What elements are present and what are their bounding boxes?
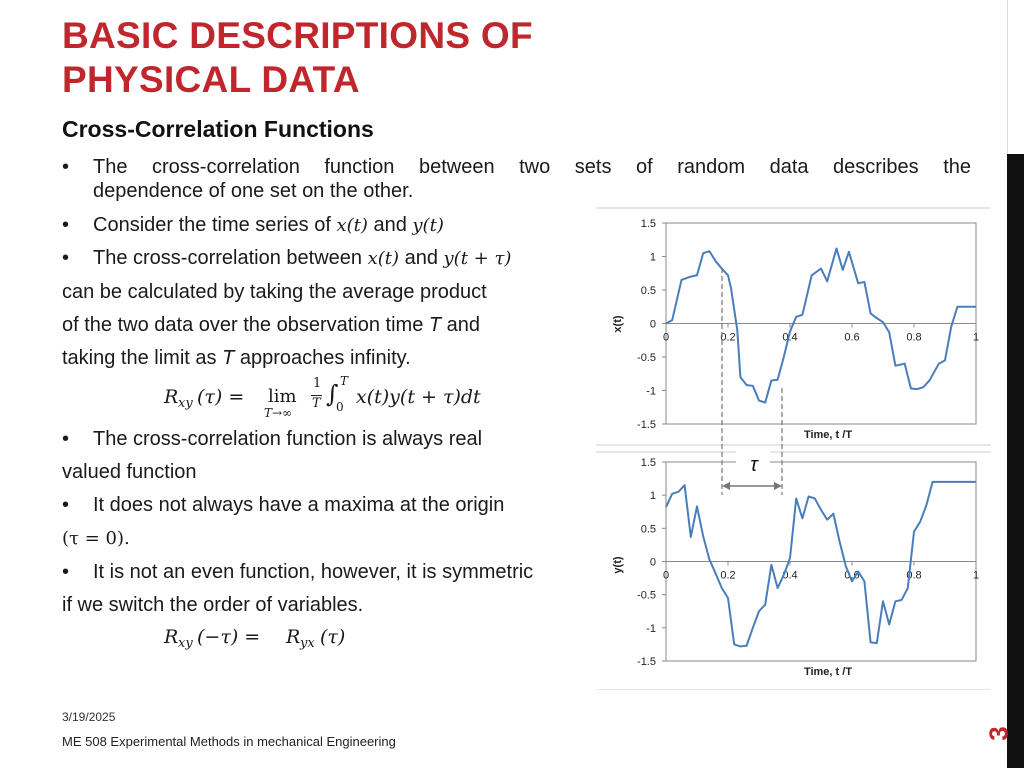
x-tick-label: 0 [662,331,670,344]
eq2-arg: (−τ) = [197,626,261,648]
bullet-4-line-2: valued function [62,461,197,483]
equation-symmetry [164,624,384,656]
paragraph-line-3-b: approaches infinity. [239,347,411,369]
x-tick-label: 1 [972,569,980,582]
bullet-2-text: Consider the time series of [93,214,331,236]
y-axis-label: y(t) [612,556,624,574]
bullet-2-and: and [373,214,407,236]
bullet-6-line-1: It is not an even function, however, it is symmetric [93,561,534,583]
bullet-dot: • [62,156,70,178]
y-tick-label: 1 [649,251,656,264]
eq2-R-rhs: R [286,626,301,648]
tau-arrowhead-left [722,482,730,490]
math-y-t: y(t) [412,215,444,236]
y-tick-label: -1 [646,385,656,398]
x-axis-label: Time, t /T [803,429,853,441]
y-tick-label: 1.5 [640,457,656,469]
bullet-3 [93,247,511,270]
series-line-y(t) [666,482,976,647]
bullet-dot: • [62,247,70,269]
tau-arrowhead-right [774,482,782,490]
charts-figure [596,205,996,690]
x-tick-label: 0.6 [844,331,860,344]
math-x-t: x(t) [336,215,368,236]
slide-title [62,14,533,102]
x-tick-label: 1 [972,331,980,344]
bullet-dot: • [62,428,70,450]
y-tick-label: -1.5 [637,419,656,431]
eq1-lim-sub: T→∞ [264,406,293,420]
x-tick-label: 0.8 [906,331,922,344]
eq1-frac-den: T [312,396,321,411]
side-accent-bar [1007,154,1024,768]
slide-footer: ME 508 Experimental Methods in mechanical Engineering [62,734,396,749]
eq1-R-sub: xy [178,396,193,411]
slide-date: 3/19/2025 [62,710,116,724]
bullet-dot: • [62,214,70,236]
x-tick-label: 0.6 [844,569,860,582]
x-tick-label: 0.4 [782,569,798,582]
tau-label: τ [750,454,758,476]
y-tick-label: 0.5 [640,523,656,536]
x-tick-label: 0.4 [782,331,798,344]
eq1-frac-num: 1 [313,376,322,391]
series-line-x(t) [666,248,976,402]
x-tick-label: 0.2 [720,569,736,582]
section-heading: Cross-Correlation Functions [62,116,374,142]
side-accent-top [1007,0,1024,154]
paragraph-line-2-a: of the two data over the observation time [62,314,424,336]
paragraph-line-1: can be calculated by taking the average product [62,281,487,303]
equation-cross-correlation [164,374,524,422]
bullet-6-line-2: if we switch the order of variables. [62,594,364,616]
math-x-t: x(t) [367,248,400,269]
variable-T: T [222,347,235,369]
bullet-5-line-2: (τ = 0). [62,528,130,549]
y-tick-label: -0.5 [637,589,656,602]
paragraph-line-2 [62,314,480,337]
bullet-3-text: The cross-correlation between [93,247,363,269]
page-number: 3 [983,726,1014,741]
x-tick-label: 0 [662,569,670,582]
eq1-integral: ∫ [326,380,339,408]
bullet-5-line-1: It does not always have a maxima at the origin [93,494,505,516]
x-tick-label: 0.2 [720,331,736,344]
title-line-1: BASIC DESCRIPTIONS OF [62,15,533,56]
bullet-dot: • [62,561,70,583]
y-tick-label: 0 [649,318,656,331]
eq1-R: R [164,386,179,408]
bullet-1-line-1: The cross-correlation function between two sets of random data describes the [93,156,971,178]
y-tick-label: 0.5 [640,285,656,297]
x-axis-label: Time, t /T [803,666,853,678]
variable-T: T [428,314,442,336]
y-tick-label: 1 [649,490,656,503]
paragraph-line-3-a: taking the limit as [62,347,217,369]
y-tick-label: -1.5 [637,656,656,668]
eq2-R: R [164,626,179,648]
eq2-R-sub: xy [178,636,193,651]
bullet-dot: • [62,494,70,516]
y-tick-label: -1 [646,622,656,635]
paragraph-line-2-b: and [446,314,481,336]
bullet-3-and: and [404,247,438,269]
eq1-lim: lim [268,386,297,407]
eq1-arg: (τ) = [197,386,245,408]
paragraph-line-3 [62,347,411,370]
y-axis-label: x(t) [612,315,624,333]
eq2-rhs-arg: (τ) [320,626,346,648]
eq2-R-rhs-sub: yx [300,636,315,651]
x-tick-label: 0.8 [906,569,922,582]
title-line-2: PHYSICAL DATA [62,59,360,100]
eq1-rhs: x(t)y(t + τ)dt [356,386,481,408]
y-tick-label: -0.5 [637,352,656,364]
eq1-int-lower: 0 [336,400,344,414]
y-tick-label: 1.5 [640,218,656,230]
bullet-4-line-1: The cross-correlation function is always real [93,428,483,450]
y-tick-label: 0 [649,556,656,569]
eq1-int-upper: T [340,374,349,388]
bullet-2 [93,214,444,237]
math-y-t-tau: y(t + τ) [443,248,512,269]
bullet-1-line-2: dependence of one set on the other. [93,180,414,202]
